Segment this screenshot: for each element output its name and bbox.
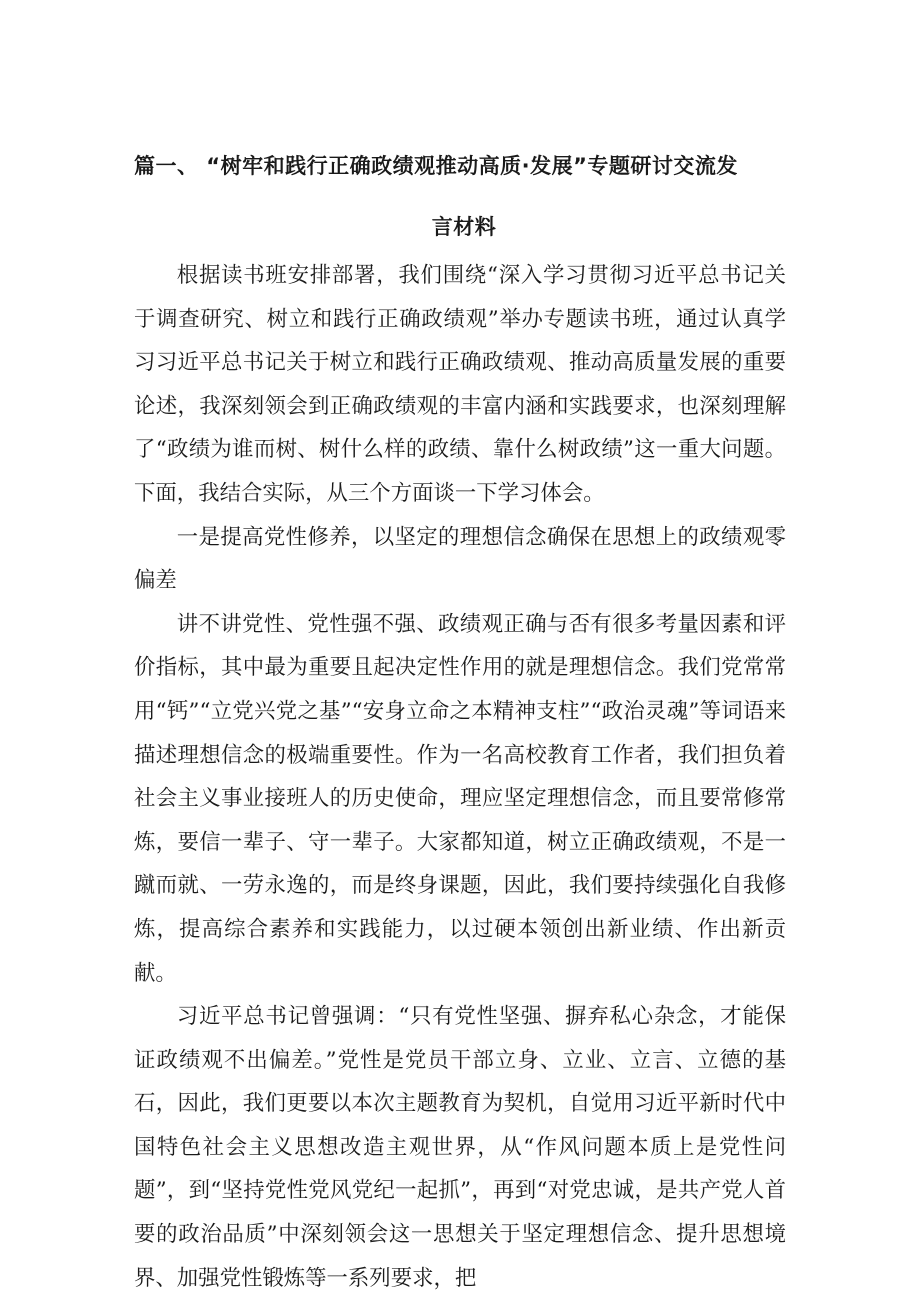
paragraph-intro: 根据读书班安排部署，我们围绕“深入学习贯彻习近平总书记关于调查研究、树立和践行正确政绩观”举办专题读书班，通过认真学习习近平总书记关于树立和践行正确政绩观、推动高质量发展的重要论述，我深刻领会到正确政绩观的丰富内涵和实践要求，也深刻理解了“政绩为谁而树、树什么样的政绩、靠什么树政绩”这一重大问题。下面，我结合实际，从三个方面谈一下学习体会。: [134, 263, 786, 506]
paragraph-party-spirit: 习近平总书记曾强调：“只有党性坚强、摒弃私心杂念，才能保证政绩观不出偏差。”党性是党员干部立身、立业、立言、立德的基石，因此，我们更要以本次主题教育为契机，自觉用习近平新时代中国特色社会主义思想改造主观世界，从“作风问题本质上是党性问题”，到“坚持党性党风党纪一起抓”，再到“对党忠诚，是共产党人首要的政治品质”中深刻领会这一思想关于坚定理想信念、提升思想境界、加强党性锻炼等一系列要求，把: [134, 1004, 786, 1291]
document-body: [134, 254, 786, 1300]
document-title-line-1: 篇一、 “树牢和践行正确政绩观推动高质·发展”专题研讨交流发: [134, 154, 738, 178]
paragraph-ideals: 讲不讲党性、党性强不强、政绩观正确与否有很多考量因素和评价指标，其中最为重要且起决定性作用的就是理想信念。我们党常常用“钙”“立党兴党之基”“安身立命之本精神支柱”“政治灵魂”等词语来描述理想信念的极端重要性。作为一名高校教育工作者，我们担负着社会主义事业接班人的历史使命，理应坚定理想信念，而且要常修常炼，要信一辈子、守一辈子。大家都知道，树立正确政绩观，不是一蹴而就、一劳永逸的，而是终身课题，因此，我们要持续强化自我修炼，提高综合素养和实践能力，以过硬本领创出新业绩、作出新贡献。: [134, 611, 786, 986]
document-title-line-2: 言材料: [431, 215, 497, 239]
section-heading-1: 一是提高党性修养，以坚定的理想信念确保在思想上的政绩观零偏差: [134, 524, 786, 594]
